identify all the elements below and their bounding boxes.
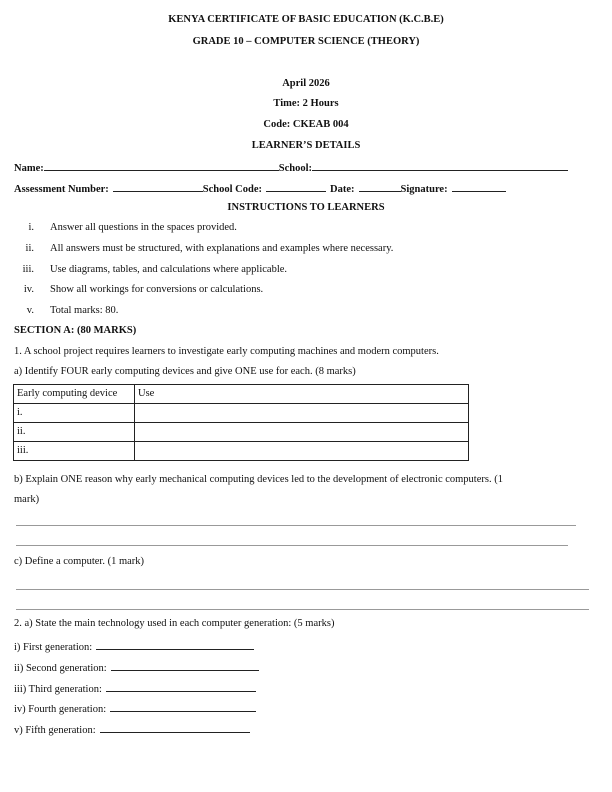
table-header-device: Early computing device bbox=[14, 385, 135, 404]
instruction-number: v. bbox=[26, 305, 34, 316]
assessment-field-row bbox=[14, 181, 506, 195]
table-cell-answer[interactable] bbox=[135, 423, 469, 442]
generation-answer-field[interactable] bbox=[96, 639, 254, 650]
paper-title: GRADE 10 – COMPUTER SCIENCE (THEORY) bbox=[192, 36, 420, 47]
date-label: Date: bbox=[330, 184, 355, 195]
answer-line[interactable] bbox=[16, 545, 568, 546]
generation-item bbox=[14, 639, 254, 653]
instruction-text: All answers must be structured, with explanations and examples where necessary. bbox=[50, 243, 394, 254]
exam-date: April 2026 bbox=[282, 78, 330, 89]
generation-label: iv) Fourth generation: bbox=[14, 704, 107, 715]
name-label: Name: bbox=[14, 163, 44, 174]
generation-answer-field[interactable] bbox=[111, 660, 259, 671]
assessment-number-field[interactable] bbox=[113, 181, 203, 192]
school-code-label: School Code: bbox=[202, 184, 263, 195]
table-header-row bbox=[14, 385, 469, 404]
learner-details-heading: LEARNER’S DETAILS bbox=[251, 140, 361, 151]
question-1b-line-2: mark) bbox=[14, 494, 40, 505]
instruction-number: i. bbox=[28, 222, 34, 233]
instruction-number: iv. bbox=[23, 284, 34, 295]
exam-time: Time: 2 Hours bbox=[273, 98, 339, 109]
generation-item bbox=[14, 660, 259, 674]
table-row-label[interactable]: i. bbox=[14, 404, 135, 423]
table-row bbox=[14, 423, 469, 442]
answer-line[interactable] bbox=[16, 525, 576, 526]
answer-line[interactable] bbox=[16, 589, 589, 590]
question-2a: 2. a) State the main technology used in each computer generation: (5 marks) bbox=[14, 618, 335, 629]
signature-label: Signature: bbox=[400, 184, 448, 195]
generation-answer-field[interactable] bbox=[106, 681, 256, 692]
school-code-field[interactable] bbox=[266, 181, 326, 192]
table-row bbox=[14, 404, 469, 423]
instruction-text: Use diagrams, tables, and calculations where applicable. bbox=[50, 264, 288, 275]
instruction-number: iii. bbox=[22, 264, 34, 275]
question-1a: a) Identify FOUR early computing devices and give ONE use for each. (8 marks) bbox=[14, 366, 356, 377]
school-field[interactable] bbox=[312, 160, 568, 171]
devices-table bbox=[13, 384, 469, 461]
name-field-row bbox=[14, 160, 568, 174]
table-row bbox=[14, 442, 469, 461]
instruction-text: Answer all questions in the spaces provided. bbox=[50, 222, 237, 233]
instruction-text: Total marks: 80. bbox=[50, 305, 119, 316]
generation-answer-field[interactable] bbox=[110, 701, 256, 712]
generation-answer-field[interactable] bbox=[100, 722, 250, 733]
school-label: School: bbox=[278, 163, 313, 174]
generation-label: v) Fifth generation: bbox=[14, 725, 96, 736]
generation-label: i) First generation: bbox=[14, 642, 93, 653]
signature-field[interactable] bbox=[452, 181, 506, 192]
answer-line[interactable] bbox=[16, 609, 589, 610]
question-1-intro: 1. A school project requires learners to investigate early computing machines and modern computers. bbox=[14, 346, 439, 357]
exam-title: KENYA CERTIFICATE OF BASIC EDUCATION (K.C.B.E) bbox=[168, 14, 444, 25]
question-1c: c) Define a computer. (1 mark) bbox=[14, 556, 145, 567]
exam-code: Code: CKEAB 004 bbox=[263, 119, 349, 130]
instruction-number: ii. bbox=[25, 243, 34, 254]
generation-label: ii) Second generation: bbox=[14, 663, 107, 674]
table-header-use: Use bbox=[135, 385, 469, 404]
question-1b-line-1: b) Explain ONE reason why early mechanical computing devices led to the development of electronic computers. (1 bbox=[14, 474, 503, 485]
table-cell-answer[interactable] bbox=[135, 442, 469, 461]
generation-item bbox=[14, 681, 256, 695]
generation-item bbox=[14, 722, 250, 736]
assessment-number-label: Assessment Number: bbox=[14, 184, 109, 195]
generation-label: iii) Third generation: bbox=[14, 684, 102, 695]
generation-item bbox=[14, 701, 256, 715]
table-row-label[interactable]: ii. bbox=[14, 423, 135, 442]
instruction-text: Show all workings for conversions or calculations. bbox=[50, 284, 264, 295]
table-row-label[interactable]: iii. bbox=[14, 442, 135, 461]
table-cell-answer[interactable] bbox=[135, 404, 469, 423]
instructions-heading: INSTRUCTIONS TO LEARNERS bbox=[227, 202, 385, 213]
name-field[interactable] bbox=[44, 160, 279, 171]
section-a-heading: SECTION A: (80 MARKS) bbox=[14, 325, 137, 336]
date-field[interactable] bbox=[359, 181, 401, 192]
